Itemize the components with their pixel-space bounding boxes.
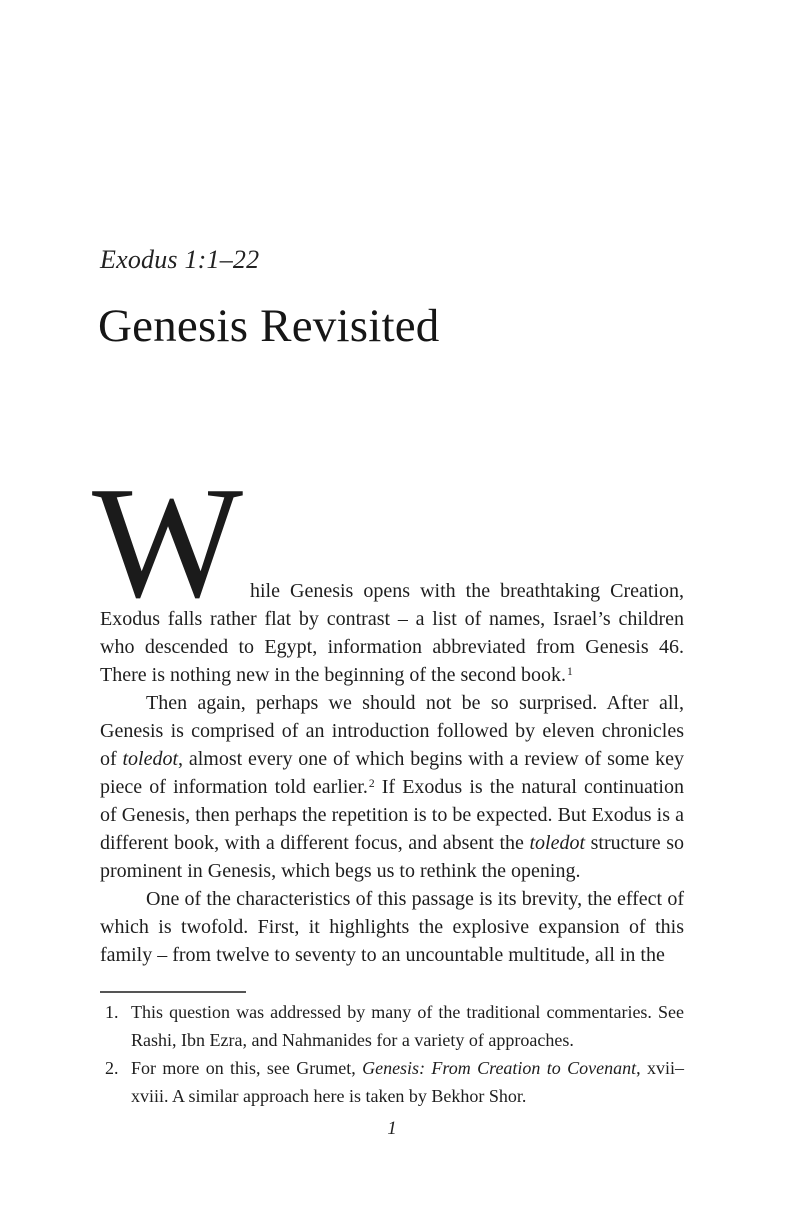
paragraph: One of the characteristics of this passage is its brevity, the effect of which is twofold. First, it highlights the explosive expansion of this family – from twelve to seventy to an uncountable multitude, all in the bbox=[100, 888, 684, 966]
footnote bbox=[100, 998, 684, 1054]
chapter-verse-reference: Exodus 1:1–22 bbox=[100, 245, 260, 274]
footnote-text: This question was addressed by many of the traditional commentaries. See Rashi, Ibn Ezra, and Nahmanides for a variety of approaches. bbox=[131, 1002, 684, 1050]
page-number: 1 bbox=[387, 1118, 397, 1139]
paragraph: Then again, perhaps we should not be so surprised. After all, Genesis is comprised of an introduction followed by eleven chronicles of toledot, almost every one of which begins with a review of some key piece of information told earlier.$^2$ If Exodus is the natural continuation of Genesis, then perhaps the repetition is to be expected. But Exodus is a different book, with a different focus, and absent the toledot structure so prominent in Genesis, which begs us to rethink the opening. bbox=[100, 692, 684, 882]
footnotes-section bbox=[100, 991, 684, 1110]
footnote-separator-rule bbox=[100, 991, 246, 993]
footnote bbox=[100, 1054, 684, 1110]
paragraph-opening bbox=[92, 453, 684, 689]
body-text bbox=[92, 453, 684, 969]
footnote-text: For more on this, see Grumet, Genesis: From Creation to Covenant, xvii–xviii. A similar approach here is taken by Bekhor Shor. bbox=[131, 1058, 684, 1106]
chapter-title: Genesis Revisited bbox=[98, 300, 440, 352]
footnote-number: 1. bbox=[105, 1002, 119, 1022]
paragraph-text: hile Genesis opens with the breathtaking Creation, Exodus falls rather flat by contrast – a list of names, Israel’s children who descended to Egypt, information abbreviated from Genesis 46. There is nothing new in the beginning of the second book.$^1$ bbox=[100, 580, 684, 686]
dropcap-letter: W bbox=[92, 453, 244, 631]
footnote-number: 2. bbox=[105, 1058, 119, 1078]
